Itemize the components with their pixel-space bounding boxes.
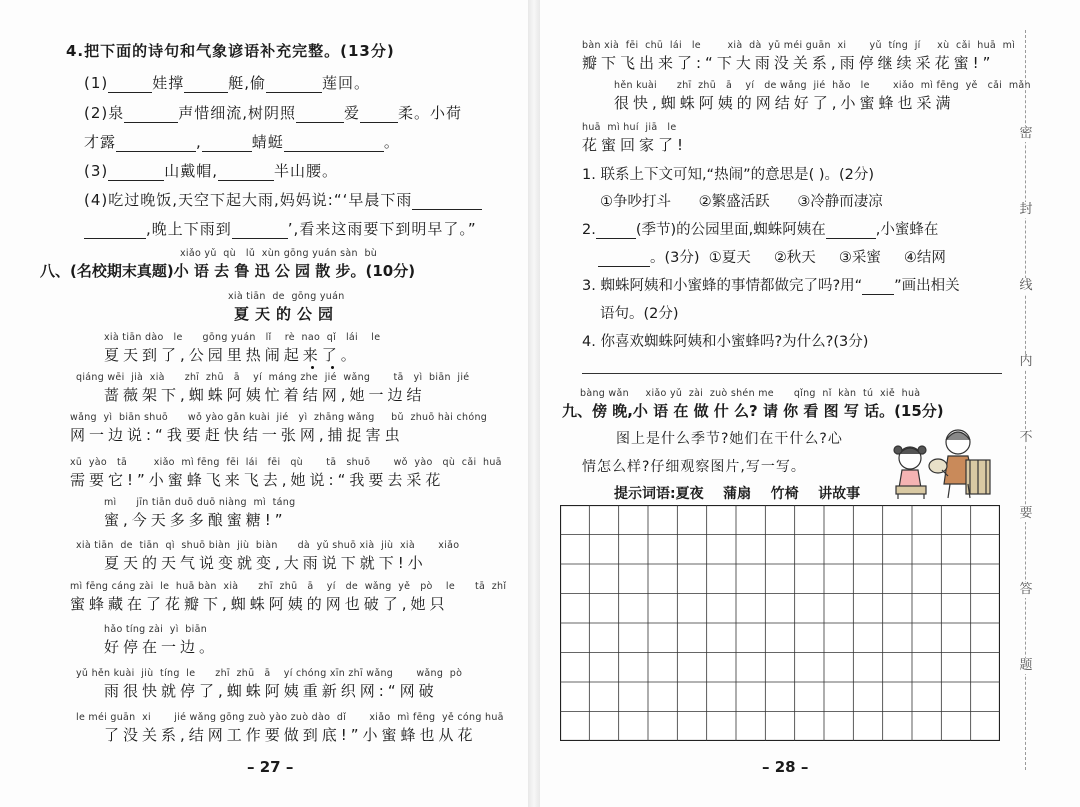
q4-line1: (1) 娃撑 艇,偷 莲回。 <box>84 74 371 92</box>
pinyin-line: wǎng yì biān shuō wǒ yào gǎn kuài jié yì zhāng wǎng bǔ zhuō hài chóng <box>70 412 488 423</box>
answer-blank[interactable] <box>84 224 146 239</box>
pinyin-line: hǎo tíng zài yì biān <box>104 624 208 635</box>
answer-blank[interactable] <box>124 108 178 123</box>
q4-line5: (4)吃过晚饭,天空下起大雨,妈妈说:“‘早晨下雨 <box>84 189 482 210</box>
answer-blank[interactable] <box>108 78 152 93</box>
page-number-27: – 27 – <box>247 758 294 776</box>
answer-blank[interactable] <box>218 166 274 181</box>
story-line: 网一边说:“我要赶快结一张网,捕捉害虫 <box>70 426 404 444</box>
answer-blank[interactable] <box>826 224 876 239</box>
seal-char: 不 <box>1014 430 1038 446</box>
story-line: 蔷薇架下,蜘蛛阿姨忙着结网,她一边结 <box>104 386 426 404</box>
emphasis-dot <box>331 366 334 369</box>
q4-title: 4.把下面的诗句和气象谚语补充完整。(13分) <box>66 42 395 60</box>
answer-blank[interactable] <box>116 137 196 152</box>
answer-blank[interactable] <box>598 252 650 267</box>
seal-char: 答 <box>1014 582 1038 598</box>
question-4: 4. 你喜欢蜘蛛阿姨和小蜜蜂吗?为什么?(3分) <box>582 334 869 350</box>
seal-char: 内 <box>1014 354 1038 370</box>
pinyin-line: xià tiān dào le gōng yuán lǐ rè nao qǐ lái le <box>104 332 381 343</box>
pinyin-line: yǔ hěn kuài jiù tíng le zhī zhū ā yí chóng xīn zhī wǎng wǎng pò <box>76 668 463 679</box>
section9-heading: 九、傍 晚,小 语 在 做 什 么? 请 你 看 图 写 话。(15分) <box>562 402 944 420</box>
story-line: 夏天的天气说变就变,大雨说下就下!小 <box>104 554 427 572</box>
seal-char: 要 <box>1014 506 1038 522</box>
pinyin-line: xū yào tā xiǎo mì fēng fēi lái fēi qù tā shuō wǒ yào qù cǎi huā <box>70 457 502 468</box>
answer-blank[interactable] <box>596 224 636 239</box>
prompt-line-2: 情怎么样?仔细观察图片,写一写。 <box>582 459 806 475</box>
writing-grid[interactable] <box>560 505 1000 741</box>
pinyin-line: qiáng wēi jià xià zhī zhū ā yí máng zhe jié wǎng tā yì biān jié <box>76 372 470 383</box>
story-line: 蜜,今天多多酿蜜糖!” <box>104 511 287 529</box>
answer-blank[interactable] <box>284 137 384 152</box>
answer-blank[interactable] <box>360 108 398 123</box>
pinyin-line: huā mì huí jiā le <box>582 122 677 133</box>
seal-line <box>1012 30 1040 770</box>
question-1: 1. 联系上下文可知,“热闹”的意思是( )。(2分) <box>582 167 875 183</box>
section8-heading: 八、(名校期末真题)小 语 去 鲁 迅 公 园 散 步。(10分) <box>40 262 416 280</box>
q4-line4: (3) 山戴帽, 半山腰。 <box>84 162 339 180</box>
question-3-cont: 语句。(2分) <box>600 306 679 322</box>
summer-evening-illustration <box>884 420 996 500</box>
story-title: 夏天的公园 <box>234 305 340 323</box>
pinyin-line: bàn xià fēi chū lái le xià dà yǔ méi guān xi yǔ tíng jí xù cǎi huā mì <box>582 40 1016 51</box>
pinyin-line: le méi guān xi jié wǎng gōng zuò yào zuò dào dǐ xiǎo mì fēng yě cóng huā <box>76 712 504 723</box>
prompt-line-1: 图上是什么季节?她们在干什么?心 <box>616 431 843 447</box>
q4-line2: (2)泉 声惜细流,树阴照 爱 柔。小荷 <box>84 104 463 122</box>
story-title-pinyin: xià tiān de gōng yuán <box>228 291 345 302</box>
page-number-28: – 28 – <box>762 758 809 776</box>
book-gutter <box>528 0 540 807</box>
answer-blank[interactable] <box>184 78 228 93</box>
answer-blank[interactable] <box>296 108 344 123</box>
question-2: 2. (季节)的公园里面,蜘蛛阿姨在 ,小蜜蜂在 <box>582 222 939 238</box>
story-line: 花蜜回家了! <box>582 136 688 154</box>
question-3: 3. 蜘蛛阿姨和小蜜蜂的事情都做完了吗?用“ ”画出相关 <box>582 278 960 294</box>
pinyin-line: xià tiān de tiān qì shuō biàn jiù biàn dà yǔ shuō xià jiù xià xiǎo <box>76 540 460 551</box>
story-line: 好停在一边。 <box>104 638 219 656</box>
section8-pinyin: xiǎo yǔ qù lǔ xùn gōng yuán sàn bù <box>180 248 378 259</box>
story-line: 需要它!”小蜜蜂飞来飞去,她说:“我要去采花 <box>70 471 445 489</box>
q4-line3: 才露 , 蜻蜓 。 <box>84 133 400 151</box>
pinyin-line: mì fēng cáng zài le huā bàn xià zhī zhū ā yí de wǎng yě pò le tā zhǐ <box>70 581 507 592</box>
answer-blank[interactable] <box>232 224 288 239</box>
emphasis-dot <box>311 366 314 369</box>
pinyin-line: hěn kuài zhī zhū ā yí de wǎng jié hǎo le xiǎo mì fēng yě cǎi mǎn <box>614 80 1031 91</box>
answer-blank[interactable] <box>412 195 482 210</box>
question-1-options: ①争吵打斗 ②繁盛活跃 ③冷静而凄凉 <box>600 194 883 210</box>
story-line: 蜜蜂藏在了花瓣下,蜘蛛阿姨的网也破了,她只 <box>70 595 449 613</box>
answer-blank[interactable] <box>108 166 164 181</box>
seal-char: 线 <box>1014 278 1038 294</box>
story-line: 雨很快就停了,蜘蛛阿姨重新织网:“网破 <box>104 682 438 700</box>
hint-words: 提示词语:夏夜 蒲扇 竹椅 讲故事 <box>614 486 861 502</box>
seal-char: 密 <box>1014 126 1038 142</box>
answer-blank[interactable] <box>202 137 252 152</box>
seal-char: 封 <box>1014 202 1038 218</box>
story-line: 夏天到了,公园里热闹起来了。 <box>104 346 360 364</box>
story-line: 很快,蜘蛛阿姨的网结好了,小蜜蜂也采满 <box>614 94 955 112</box>
question-2-options: 。(3分) ①夏天 ②秋天 ③采蜜 ④结网 <box>598 246 946 267</box>
story-line: 了没关系,结网工作要做到底!”小蜜蜂也从花 <box>104 726 477 744</box>
answer-blank[interactable] <box>862 280 894 295</box>
pinyin-line: mì jīn tiān duō duō niàng mì táng <box>104 497 296 508</box>
section9-pinyin: bàng wǎn xiǎo yǔ zài zuò shén me qǐng nǐ kàn tú xiě huà <box>580 388 921 399</box>
seal-char: 题 <box>1014 658 1038 674</box>
q4-line6: ,晚上下雨到 ’,看来这雨要下到明早了。” <box>84 218 477 239</box>
answer-line[interactable] <box>582 373 1002 374</box>
story-line: 瓣下飞出来了:“下大雨没关系,雨停继续采花蜜!” <box>582 54 995 72</box>
answer-blank[interactable] <box>266 78 322 93</box>
